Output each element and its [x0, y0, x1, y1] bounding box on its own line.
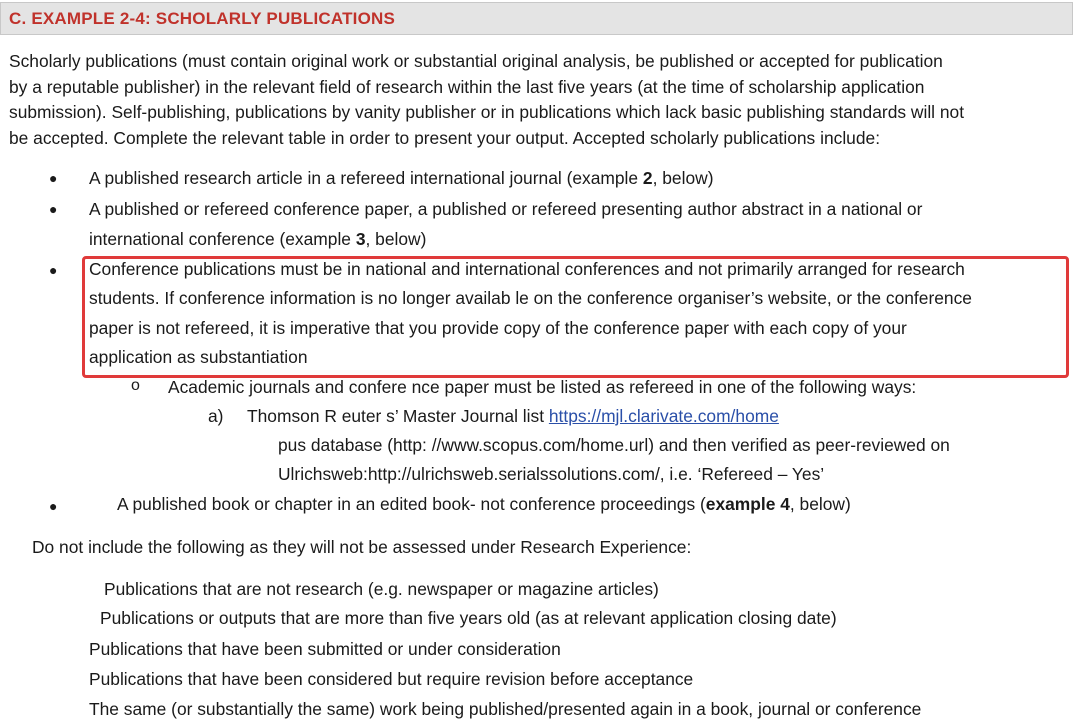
exclude-item: Publications that are not research (e.g. newspaper or magazine articles)	[104, 579, 659, 599]
sub-item-ulrichsweb: Ulrichsweb:http://ulrichsweb.serialssolutions.com/, i.e. ‘Refereed – Yes’	[278, 464, 825, 484]
bullet-icon: ●	[49, 201, 58, 217]
sub-item-refereed: Academic journals and confere nce paper must be listed as refereed in one of the following ways:	[168, 377, 917, 397]
sub-item-scopus: pus database (http: //www.scopus.com/home.url) and then verified as peer-reviewed on	[278, 435, 950, 455]
bullet-icon: ●	[49, 170, 58, 186]
bullet-item-book: A published book or chapter in an edited book- not conference proceedings (example 4, below)	[117, 494, 851, 514]
bullet-item-conference-paper-cont: international conference (example 3, below)	[89, 229, 427, 249]
mjl-link[interactable]: https://mjl.clarivate.com/home	[548, 406, 779, 426]
exclude-item: The same (or substantially the same) work being published/presented again in a book, journal or conference	[89, 699, 922, 719]
bullet-item-conference-paper: A published or refereed conference paper, a published or refereed presenting author abstract in a national or	[89, 199, 923, 219]
sub-bullet-icon: o	[131, 377, 140, 394]
intro-line-2: by a reputable publisher) in the relevant field of research within the last five years (at the time of scholarship application	[9, 77, 925, 97]
section-header	[0, 2, 1073, 35]
highlight-line-2: students. If conference information is no longer availab le on the conference organiser’s website, or the conference	[89, 288, 972, 308]
section-title: C. EXAMPLE 2-4: SCHOLARLY PUBLICATIONS	[9, 9, 396, 28]
intro-line-4: be accepted. Complete the relevant table in order to present your output. Accepted scholarly publications include:	[9, 128, 881, 148]
bullet-icon: ●	[49, 262, 58, 278]
highlight-line-1: Conference publications must be in national and international conferences and not primarily arranged for research	[89, 259, 965, 279]
exclude-item: Publications or outputs that are more than five years old (as at relevant application closing date)	[100, 608, 837, 628]
sub-item-a: Thomson R euter s’ Master Journal list https://mjl.clarivate.com/home	[247, 406, 779, 426]
bullet-icon: ●	[49, 498, 58, 514]
exclude-item: Publications that have been considered but require revision before acceptance	[89, 669, 694, 689]
exclude-intro: Do not include the following as they will not be assessed under Research Experience:	[32, 537, 692, 557]
intro-line-1: Scholarly publications (must contain original work or substantial original analysis, be published or accepted for publication	[9, 51, 943, 71]
bullet-item-journal: A published research article in a refereed international journal (example 2, below)	[89, 168, 714, 188]
highlight-line-3: paper is not refereed, it is imperative that you provide copy of the conference paper with each copy of your	[89, 318, 907, 338]
exclude-item: Publications that have been submitted or under consideration	[89, 639, 561, 659]
sub-item-a-label: a)	[208, 406, 224, 426]
intro-line-3: submission). Self-publishing, publications by vanity publisher or in publications which lack basic publishing standards will not	[9, 102, 965, 122]
highlight-line-4: application as substantiation	[89, 347, 308, 367]
